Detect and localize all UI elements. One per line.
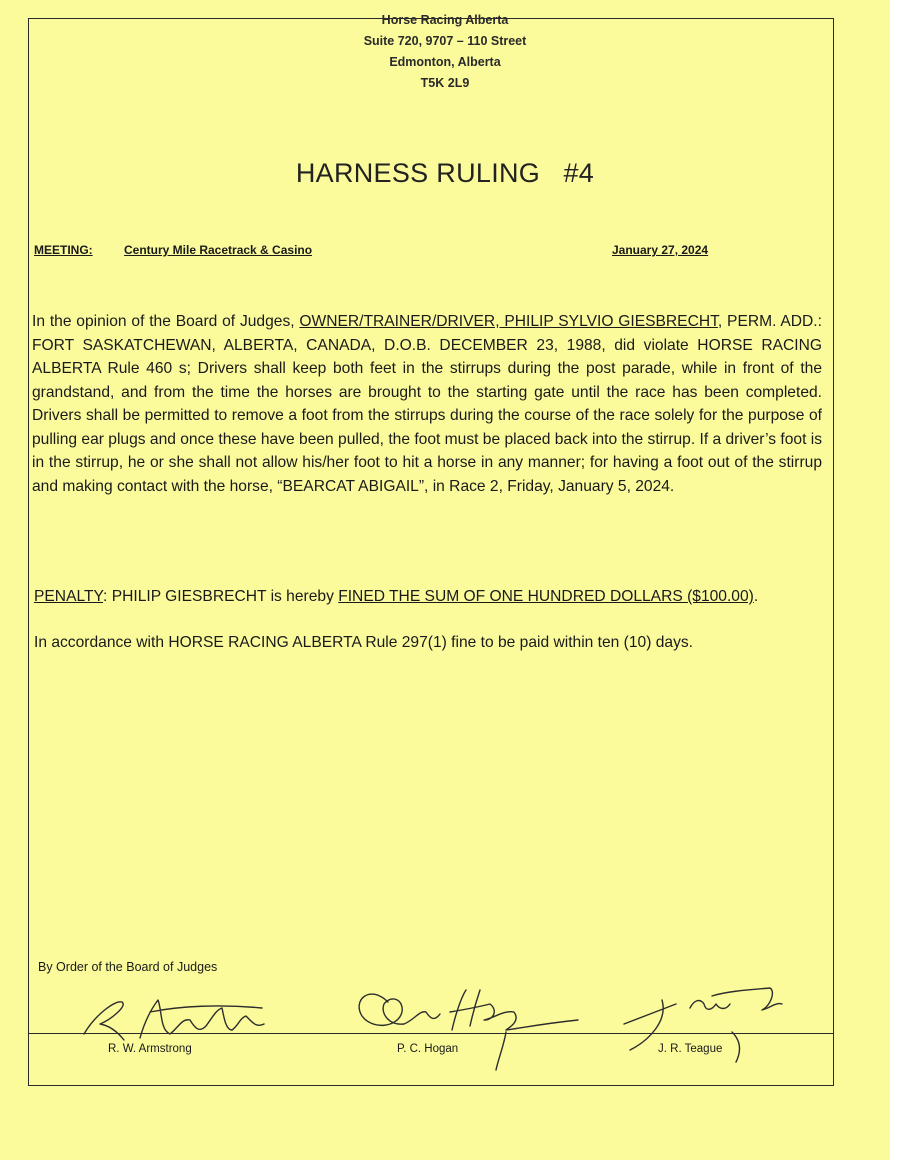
penalty-label: PENALTY bbox=[34, 588, 104, 605]
organization-name: Horse Racing Alberta bbox=[381, 13, 509, 27]
ruling-details: , PERM. ADD.: FORT SASKATCHEWAN, ALBERTA, CANADA, D.O.B. DECEMBER 23, 1988, did violate HORSE RACING ALBERTA Rule 460 s; Drivers shall keep both feet in the stirrups during the post parade, while in front of the grandstand, and from the time the horses are brought to the starting gate until the race has been completed. Drivers shall be permitted to remove a foot from the stirrups during the course of the race solely for the purpose of pulling ear plugs and once these have been pulled, the foot must be placed back into the stirrup. If a driver’s foot is in the stirrup, he or she shall not allow his/her foot to hit a horse in any manner; for having a foot out of the stirrup and making contact with the horse, “BEARCAT ABIGAIL”, in Race 2, Friday, January 5, 2024. bbox=[32, 313, 822, 495]
organization-postal: T5K 2L9 bbox=[420, 76, 470, 90]
penalty-end: . bbox=[753, 588, 759, 605]
penalty-text: : PHILIP GIESBRECHT is hereby bbox=[103, 588, 339, 605]
ruling-title: HARNESS RULING #4 bbox=[295, 158, 595, 188]
organization-header bbox=[0, 10, 890, 94]
penalty-fine: FINED THE SUM OF ONE HUNDRED DOLLARS ($100.00) bbox=[338, 588, 754, 605]
meeting-venue: Century Mile Racetrack & Casino bbox=[124, 243, 313, 257]
ruling-text bbox=[32, 310, 822, 498]
organization-city: Edmonton, Alberta bbox=[389, 55, 501, 69]
meeting-label: MEETING: bbox=[34, 243, 93, 257]
judge-name-armstrong: R. W. Armstrong bbox=[108, 1043, 192, 1055]
ruling-subject: OWNER/TRAINER/DRIVER, PHILIP SYLVIO GIESBRECHT bbox=[299, 313, 718, 330]
ruling-intro: In the opinion of the Board of Judges, bbox=[32, 313, 300, 330]
judge-name-hogan: P. C. Hogan bbox=[397, 1043, 459, 1055]
signature-line bbox=[28, 1033, 834, 1034]
organization-address: Suite 720, 9707 – 110 Street bbox=[363, 34, 527, 48]
judge-name-teague: J. R. Teague bbox=[658, 1043, 723, 1055]
meeting-date: January 27, 2024 bbox=[612, 243, 709, 257]
penalty-line bbox=[34, 588, 834, 606]
signature-heading: By Order of the Board of Judges bbox=[38, 960, 218, 974]
accordance-line: In accordance with HORSE RACING ALBERTA Rule 297(1) fine to be paid within ten (10) days. bbox=[34, 634, 694, 651]
